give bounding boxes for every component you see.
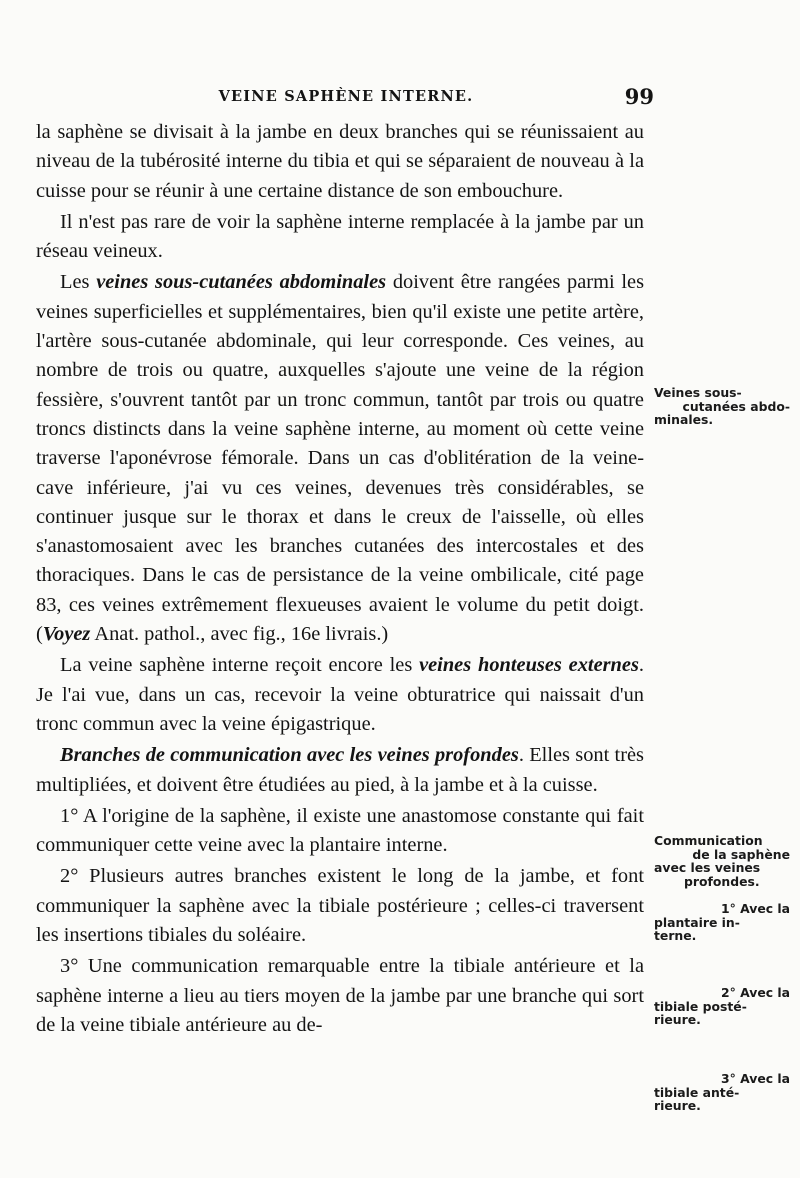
paragraph-item-1: 1° A l'origine de la saphène, il existe une anastomose constante qui fait communiquer cette veine avec la plantaire interne.: [36, 804, 644, 857]
reference-text: Anat. pathol., avec fig., 16e livrais.): [90, 623, 389, 646]
sidenote-line: plantaire in-: [654, 914, 740, 930]
sidenote-line: 2° Avec la: [720, 985, 790, 1000]
sidenote-line: rieure.: [654, 1012, 701, 1028]
voyez-reference: Voyez: [42, 623, 91, 646]
sidenote-line: de la saphène: [692, 846, 790, 862]
paragraph-saphene-division: la saphène se divisait à la jambe en deux branches qui se réunissaient au niveau de la tubérosité interne du tibia et qui se séparaient de nouveau à la cuisse pour se réunir à une certaine distance de son embouchure.: [36, 121, 644, 202]
lead-text: La veine saphène interne reçoit encore les: [60, 654, 420, 677]
term-veines-sous-cutanees: veines sous-cutanées abdominales: [96, 271, 387, 294]
sidenote-line: Veines sous-: [654, 385, 742, 400]
sidenote-veines-sous-cutanees: [654, 386, 796, 427]
sidenote-line: 3° Avec la: [720, 1071, 790, 1086]
sidenote-line: terne.: [654, 928, 697, 944]
sidenote-line: rieure.: [654, 1098, 701, 1114]
body-text-run: . Elles sont très multipliées, et doivent être étudiées au pied, à la jambe et à la cuisse.: [36, 744, 644, 796]
paragraph-veines-honteuses: [36, 651, 644, 739]
sidenote-line: Communication: [654, 833, 763, 848]
paragraph-reseau-veineux: Il n'est pas rare de voir la saphène interne remplacée à la jambe par un réseau veineux.: [36, 210, 644, 263]
body-text-run: . Je l'ai vue, dans un cas, recevoir la veine obturatrice qui naissait d'un tronc commun avec la veine épigastrique.: [36, 654, 644, 735]
page-number: 99: [624, 84, 654, 109]
running-head: VEINE SAPHÈNE INTERNE.: [218, 88, 474, 105]
sidenote-line: tibiale anté-: [654, 1084, 740, 1100]
paragraph-item-3: 3° Une communication remarquable entre la tibiale antérieure et la saphène interne a lieu au tiers moyen de la jambe par une branche qui sort de la veine tibiale antérieure au de-: [36, 955, 644, 1036]
sidenote-line: 1° Avec la: [720, 901, 790, 916]
sidenote-communication: [654, 834, 796, 888]
sidenote-line: profondes.: [684, 873, 760, 889]
sidenote-line: avec les veines: [654, 860, 761, 876]
sidenote-line: minales.: [654, 412, 714, 428]
sidenote-plantaire-interne: [654, 902, 796, 943]
paragraph-branches-communication: [36, 741, 644, 800]
sidenote-tibiale-posterieure: [654, 986, 796, 1027]
term-branches-communication: Branches de communication avec les veines profondes: [60, 744, 519, 767]
sidenote-line: cutanées abdo-: [682, 398, 790, 414]
sidenote-tibiale-anterieure: [654, 1072, 796, 1113]
main-text: [36, 118, 644, 1040]
lead-text: Les: [60, 271, 97, 294]
body-text-run: doivent être rangées parmi les veines superficielles et supplémentaires, bien qu'il existe une petite artère, l'artère sous-cutanée abdominale, qui leur corresponde. Ces veines, au nombre de trois ou quatre, auxquelles s'ajoute une veine de la région fessière, s'ouvrent tantôt par un tronc commun, tantôt par trois ou quatre troncs distincts dans la veine saphène interne, au moment où cette veine traverse l'aponévrose fémorale. Dans un cas d'oblitération de la veine-cave inférieure, j'ai vu ces veines, devenues très considérables, se continuer jusque sur le thorax et dans le creux de l'aisselle, où elles s'anastomosaient avec les branches cutanées des intercostales et des thoraciques. Dans le cas de persistance de la veine ombilicale, cité page 83, ces veines extrêmement flexueuses avaient le volume du petit doigt. (: [36, 271, 645, 646]
term-veines-honteuses: veines honteuses externes: [419, 654, 639, 677]
sidenote-line: tibiale posté-: [654, 998, 747, 1014]
page-header: [36, 86, 656, 114]
paragraph-veines-abdominales: [36, 268, 644, 649]
paragraph-item-2: 2° Plusieurs autres branches existent le long de la jambe, et font communiquer la saphène avec la tibiale postérieure ; celles-ci traversent les insertions tibiales du soléaire.: [36, 865, 644, 947]
